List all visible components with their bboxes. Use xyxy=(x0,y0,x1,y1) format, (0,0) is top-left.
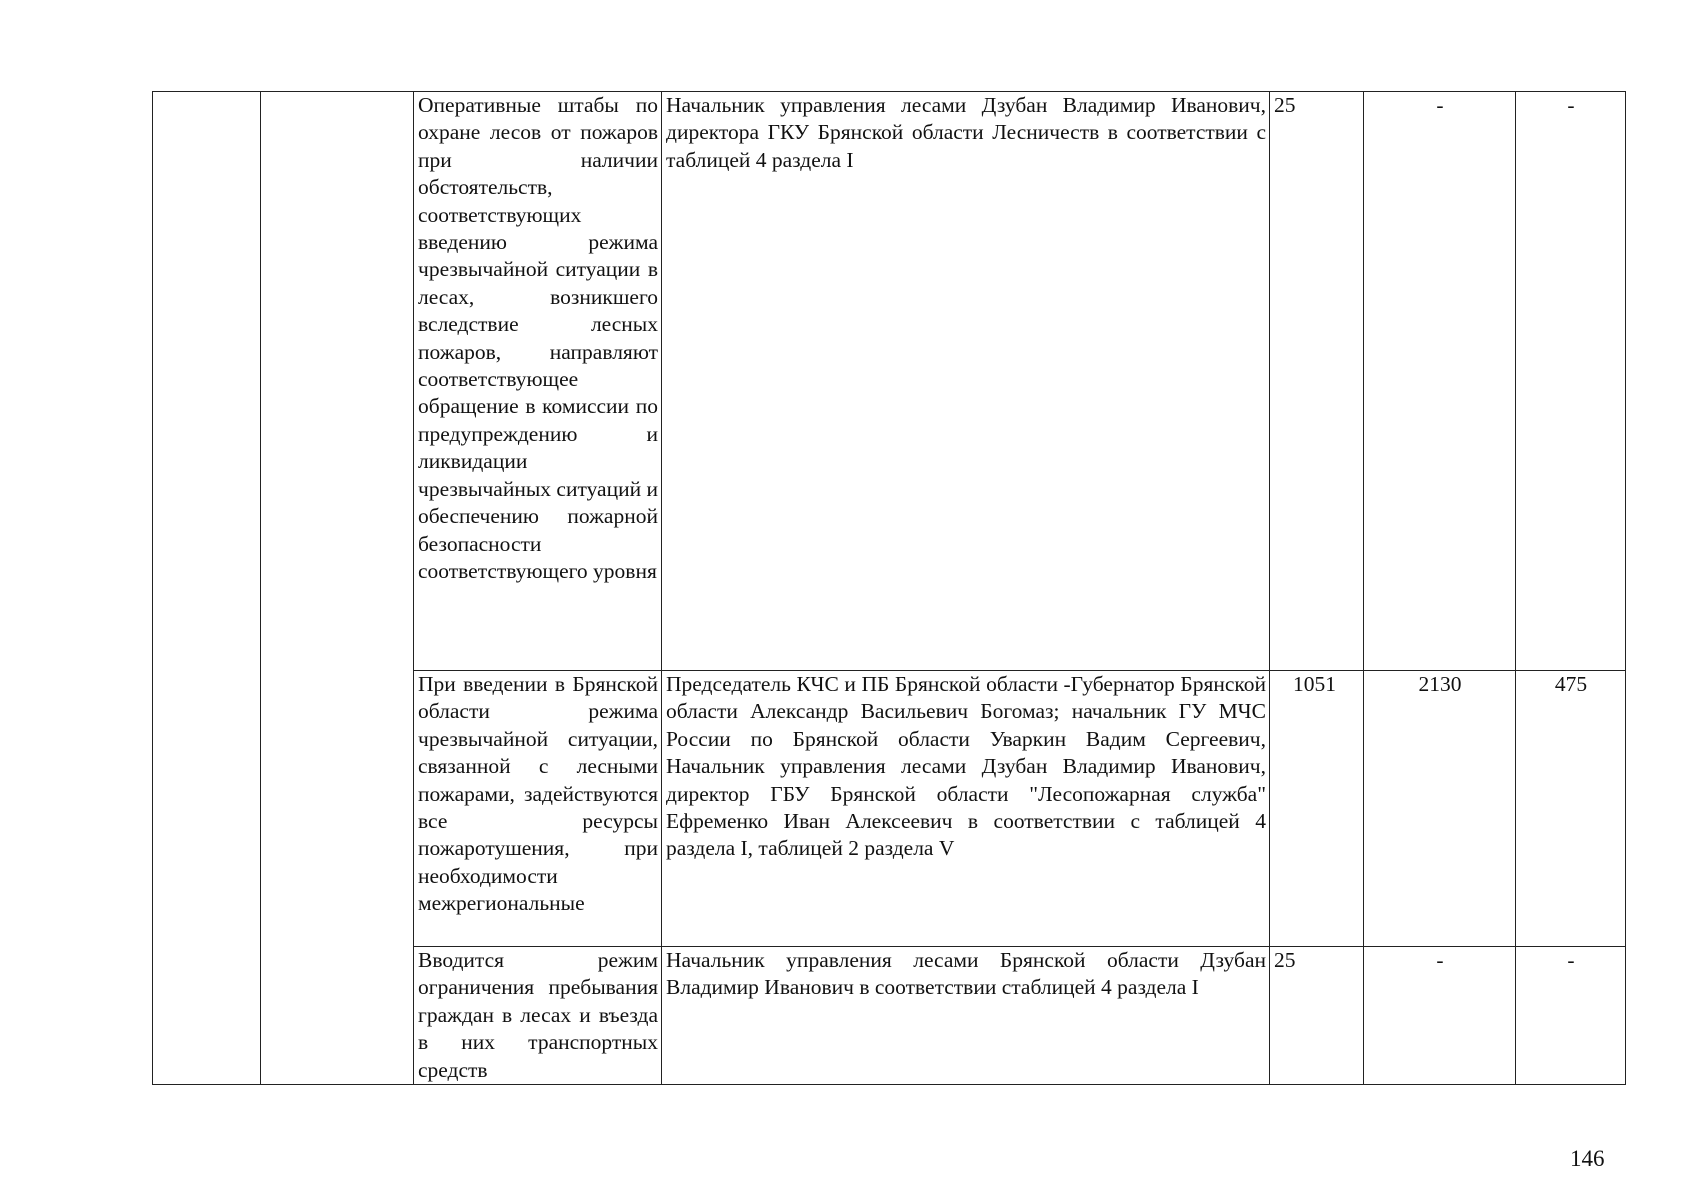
page-number: 146 xyxy=(1570,1146,1605,1171)
condition-cell: При введении в Брянской области режима чрезвычайной ситуации, связанной с лесными пожарами, задействуются все ресурсы пожаротушения, при необходимости межрегиональные xyxy=(414,671,662,947)
value-cell-1: 1051 xyxy=(1270,671,1364,947)
responsible-cell: Начальник управления лесами Брянской области Дзубан Владимир Иванович в соответствии стаблицей 4 раздела I xyxy=(662,947,1270,1085)
value-cell-2: - xyxy=(1364,92,1516,671)
table-row xyxy=(153,92,1626,671)
document-table xyxy=(152,91,1626,1085)
condition-cell: Вводится режим ограничения пребывания граждан в лесах и въезда в них транспортных средств xyxy=(414,947,662,1085)
value-cell-1: 25 xyxy=(1270,92,1364,671)
table-cell-col2 xyxy=(261,92,414,1085)
condition-cell: Оперативные штабы по охране лесов от пожаров при наличии обстоятельств, соответствующих введению режима чрезвычайной ситуации в лесах, возникшего вследствие лесных пожаров, направляют соответствующее обращение в комиссии по предупреждению и ликвидации чрезвычайных ситуаций и обеспечению пожарной безопасности соответствующего уровня xyxy=(414,92,662,671)
table-cell-col1 xyxy=(153,92,261,1085)
value-cell-3: - xyxy=(1516,947,1626,1085)
responsible-cell: Начальник управления лесами Дзубан Владимир Иванович, директора ГКУ Брянской области Лесничеств в соответствии с таблицей 4 раздела I xyxy=(662,92,1270,671)
value-cell-2: - xyxy=(1364,947,1516,1085)
value-cell-3: - xyxy=(1516,92,1626,671)
value-cell-2: 2130 xyxy=(1364,671,1516,947)
responsible-cell: Председатель КЧС и ПБ Брянской области -Губернатор Брянской области Александр Васильевич Богомаз; начальник ГУ МЧС России по Брянской области Уваркин Вадим Сергеевич, Начальник управления лесами Дзубан Владимир Иванович, директор ГБУ Брянской области "Лесопожарная служба" Ефременко Иван Алексеевич в соответствии с таблицей 4 раздела I, таблицей 2 раздела V xyxy=(662,671,1270,947)
value-cell-1: 25 xyxy=(1270,947,1364,1085)
value-cell-3: 475 xyxy=(1516,671,1626,947)
